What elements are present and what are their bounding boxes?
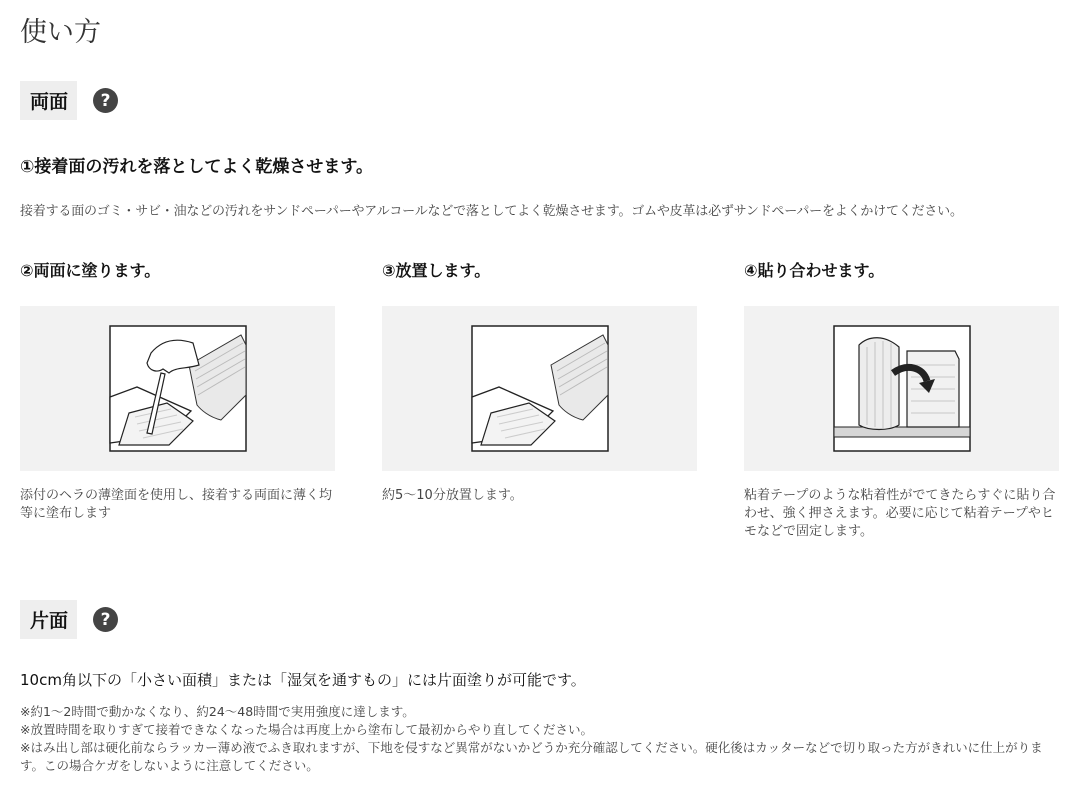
section-heading-single <box>20 600 118 639</box>
spatula-apply-icon <box>109 325 247 452</box>
step-2-title: ②両面に塗ります。 <box>20 261 161 280</box>
step-3-description: 約5〜10分放置します。 <box>382 488 523 503</box>
section-label-both: 両面 <box>20 81 77 120</box>
step-4 <box>744 258 1059 554</box>
page-title: 使い方 <box>20 17 101 48</box>
step-3 <box>382 258 697 518</box>
press-together-icon <box>833 325 971 452</box>
single-side-lead: 10cm角以下の「小さい面積」または「湿気を通すもの」には片面塗りが可能です。 <box>20 671 586 689</box>
notes-list <box>20 703 1065 775</box>
step-3-image <box>382 306 697 471</box>
step-4-image <box>744 306 1059 471</box>
step-2 <box>20 258 335 536</box>
step1-description: 接着する面のゴミ・サビ・油などの汚れをサンドペーパーやアルコールなどで落としてよく乾燥させます。ゴムや皮革は必ずサンドペーパーをよくかけてください。 <box>20 204 963 219</box>
step-3-title: ③放置します。 <box>382 261 491 280</box>
step-4-title: ④貼り合わせます。 <box>744 261 885 280</box>
step-2-description: 添付のヘラの薄塗面を使用し、接着する両面に薄く均等に塗布します <box>20 488 333 521</box>
note-item: ※はみ出し部は硬化前ならラッカー薄め液でふき取れますが、下地を侵すなど異常がないかどうか充分確認してください。硬化後はカッターなどで切り取った方がきれいに仕上がります。この場合ケガをしないように注意してください。 <box>20 740 1043 773</box>
help-icon[interactable]: ? <box>93 607 118 632</box>
note-item: ※放置時間を取りすぎて接着できなくなった場合は再度上から塗布して最初からやり直してください。 <box>20 722 593 737</box>
step-4-description: 粘着テープのような粘着性がでてきたらすぐに貼り合わせ、強く押さえます。必要に応じて粘着テープやヒモなどで固定します。 <box>744 488 1056 539</box>
section-heading-both <box>20 81 118 120</box>
help-icon[interactable]: ? <box>93 88 118 113</box>
section-label-single: 片面 <box>20 600 77 639</box>
step1-title: ①接着面の汚れを落としてよく乾燥させます。 <box>20 157 374 177</box>
leave-to-dry-icon <box>471 325 609 452</box>
step-2-image <box>20 306 335 471</box>
note-item: ※約1〜2時間で動かなくなり、約24〜48時間で実用強度に達します。 <box>20 704 415 719</box>
